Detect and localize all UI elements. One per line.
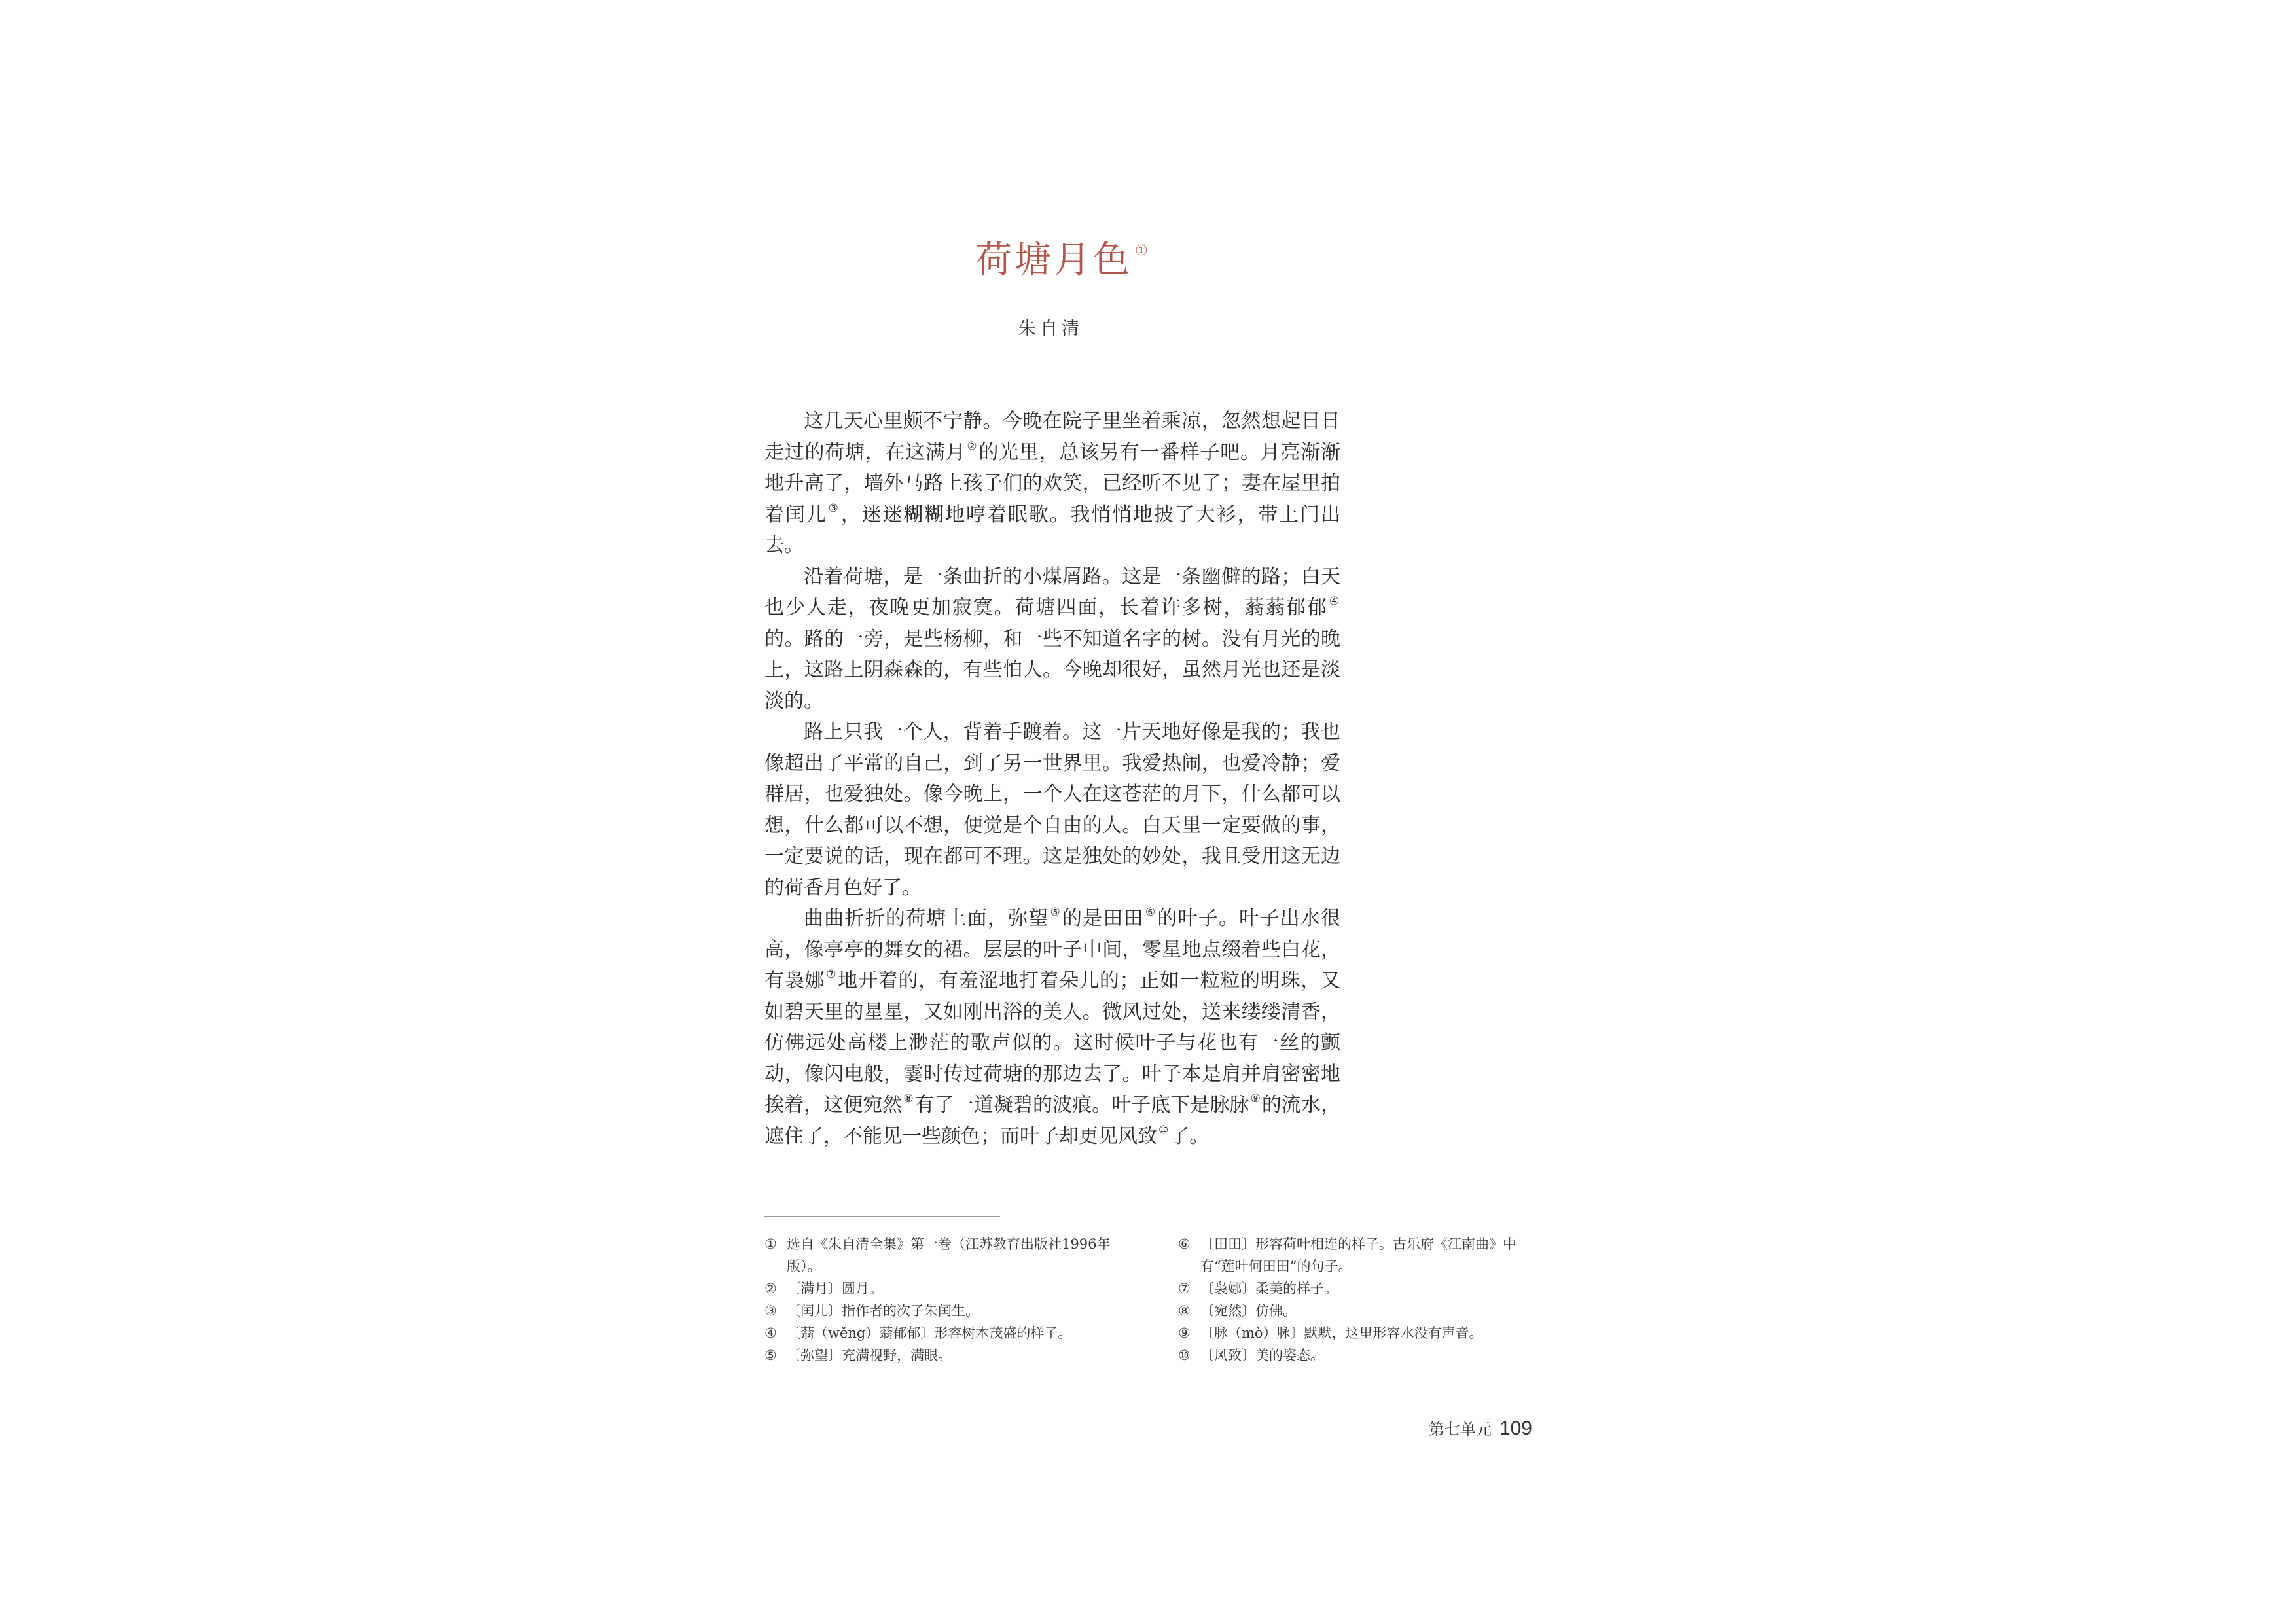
footnote-text: 〔蓊（wěng）蓊郁郁〕形容树木茂盛的样子。: [787, 1325, 1072, 1341]
title-text: 荷塘月色: [975, 239, 1132, 281]
footnote-text: 〔宛然〕仿佛。: [1200, 1303, 1297, 1319]
footnote-marker[interactable]: ⑦: [826, 968, 837, 981]
paragraph: [764, 406, 1340, 562]
unit-label: 第七单元: [1428, 1420, 1492, 1438]
page-number: 109: [1499, 1418, 1532, 1439]
title-footnote-marker[interactable]: ①: [1135, 243, 1148, 259]
text-run: 曲曲折折的荷塘上面，弥望: [804, 907, 1049, 930]
footnote-marker[interactable]: ⑨: [1250, 1092, 1261, 1105]
footnote-text: 〔满月〕圆月。: [787, 1281, 883, 1296]
footnote-marker[interactable]: ⑤: [1050, 906, 1061, 919]
footnotes-right-column: [1178, 1233, 1545, 1366]
footnote-marker[interactable]: ⑧: [903, 1092, 914, 1105]
footnote-number: ③: [764, 1303, 777, 1319]
footnote-marker[interactable]: ⑩: [1158, 1123, 1169, 1137]
footnote: [1178, 1322, 1545, 1344]
footnote: [764, 1233, 1131, 1277]
footnote-number: ④: [764, 1325, 777, 1341]
footnote: [1178, 1344, 1545, 1366]
footnote-text: 〔风致〕美的姿态。: [1200, 1347, 1324, 1363]
footnote-text: 〔闰儿〕指作者的次子朱闰生。: [787, 1303, 979, 1319]
paragraph: [764, 903, 1340, 1152]
footnote-text: 〔弥望〕充满视野，满眼。: [787, 1347, 952, 1363]
text-run: 有了一道凝碧的波痕。叶子底下是脉脉: [914, 1094, 1249, 1116]
footnote: [764, 1277, 1131, 1300]
footnote: [1178, 1233, 1545, 1277]
footnote: [1178, 1300, 1545, 1322]
footnote: [764, 1344, 1131, 1366]
text-run: 的流水，遮住了，不能见一些颜色；而叶子却更见风致: [764, 1094, 1341, 1148]
footnote-number: ⑤: [764, 1347, 777, 1363]
page-footer: [1429, 1419, 1532, 1438]
footnote-number: ⑩: [1178, 1347, 1191, 1363]
paragraph: [764, 717, 1340, 903]
footnote-divider: [764, 1216, 1000, 1217]
paragraph: [764, 562, 1340, 717]
text-run: 沿着荷塘，是一条曲折的小煤屑路。这是一条幽僻的路；白天也少人走，夜晚更加寂寞。荷塘四面，长着许多树，蓊蓊郁郁: [764, 565, 1340, 619]
article-body: [764, 406, 1340, 1152]
text-run: 的是田田: [1062, 907, 1144, 930]
footnote-number: ⑥: [1178, 1236, 1191, 1252]
footnote-number: ②: [764, 1281, 777, 1296]
footnote-text: 〔田田〕形容荷叶相连的样子。古乐府《江南曲》中有“莲叶何田田”的句子。: [1200, 1236, 1516, 1274]
footnote-marker[interactable]: ④: [1329, 595, 1339, 608]
text-run: 路上只我一个人，背着手踱着。这一片天地好像是我的；我也像超出了平常的自己，到了另一世界里。我爱热闹，也爱冷静；爱群居，也爱独处。像今晚上，一个人在这苍茫的月下，什么都可以想，什么都可以不想，便觉是个自由的人。白天里一定要做的事，一定要说的话，现在都可不理。这是独处的妙处，我且受用这无边的荷香月色好了。: [764, 721, 1340, 899]
footnote-number: ⑦: [1178, 1281, 1191, 1296]
text-run: 地开着的，有羞涩地打着朵儿的；正如一粒粒的明珠，又如碧天里的星星，又如刚出浴的美人。微风过处，送来缕缕清香，仿佛远处高楼上渺茫的歌声似的。这时候叶子与花也有一丝的颤动，像闪电般，霎时传过荷塘的那边去了。叶子本是肩并肩密密地挨着，这便宛然: [764, 969, 1341, 1116]
text-run: 了。: [1170, 1124, 1210, 1148]
footnotes-left-column: [764, 1233, 1131, 1366]
author-name: 朱自清: [1018, 319, 1083, 339]
footnote-number: ⑧: [1178, 1303, 1191, 1319]
footnote: [764, 1300, 1131, 1322]
footnote: [764, 1322, 1131, 1344]
footnote-marker[interactable]: ③: [828, 501, 840, 515]
footnote-text: 〔脉（mò）脉〕默默，这里形容水没有声音。: [1200, 1325, 1483, 1341]
footnote: [1178, 1277, 1545, 1300]
text-run: 的光里，总该另有一番样子吧。月亮渐渐地升高了，墙外马路上孩子们的欢笑，已经听不见了；妻在屋里拍着闰儿: [764, 440, 1341, 526]
footnote-text: 选自《朱自清全集》第一卷（江苏教育出版社1996年版）。: [787, 1236, 1111, 1274]
page-title: [975, 239, 1148, 281]
text-run: 的。路的一旁，是些杨柳，和一些不知道名字的树。没有月光的晚上，这路上阴森森的，有些怕人。今晚却很好，虽然月光也还是淡淡的。: [764, 627, 1340, 713]
footnote-number: ①: [764, 1236, 777, 1252]
footnote-marker[interactable]: ②: [967, 439, 978, 453]
footnote-number: ⑨: [1178, 1325, 1191, 1341]
text-run: ，迷迷糊糊地哼着眠歌。我悄悄地披了大衫，带上门出去。: [764, 503, 1340, 557]
text-run: 这几天心里颇不宁静。今晚在院子里坐着乘凉，忽然想起日日走过的荷塘，在这满月: [764, 410, 1340, 464]
footnote-text: 〔袅娜〕柔美的样子。: [1200, 1281, 1338, 1296]
footnote-marker[interactable]: ⑥: [1145, 906, 1157, 919]
text-run: 的叶子。叶子出水很高，像亭亭的舞女的裙。层层的叶子中间，零星地点缀着些白花，有袅娜: [764, 907, 1341, 992]
